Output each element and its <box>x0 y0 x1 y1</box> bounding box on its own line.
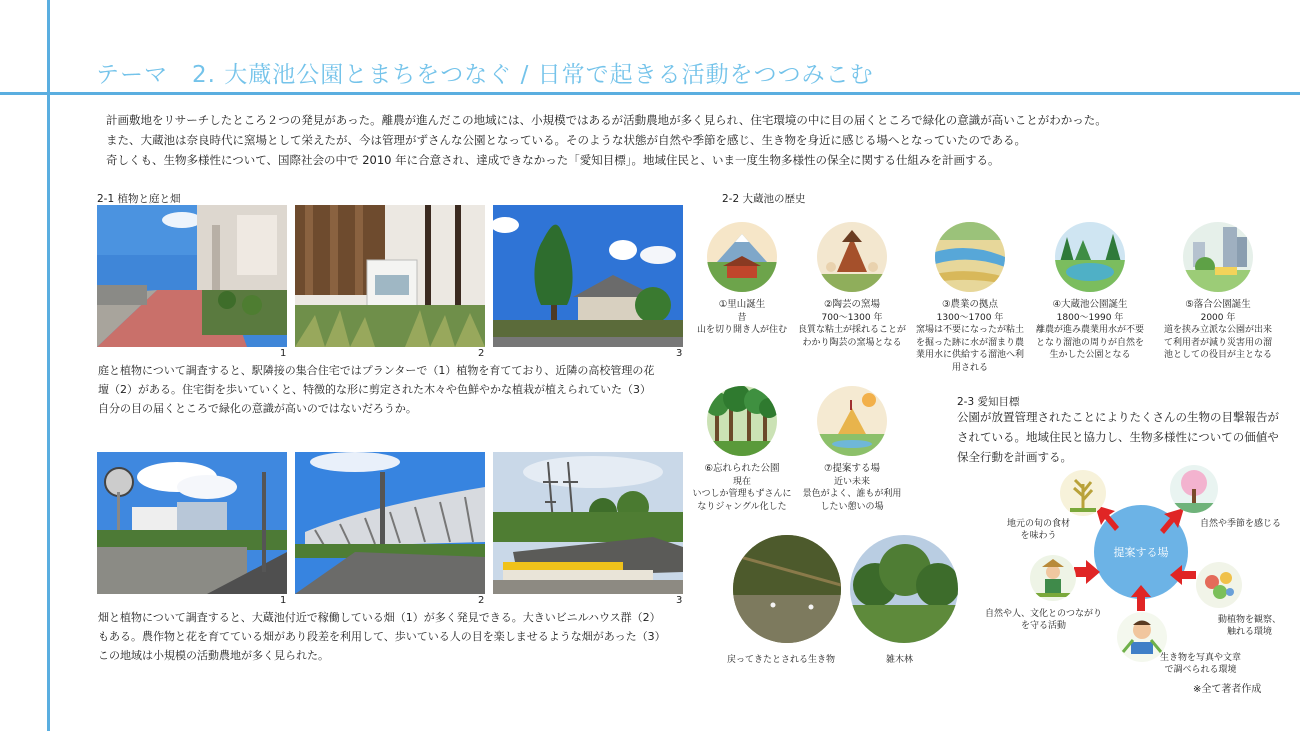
history-name: ⑤落合公園誕生 <box>1185 299 1251 310</box>
photo-caption-wildlife: 戻ってきたとされる生き物 <box>727 655 836 665</box>
intro-text <box>106 110 1107 170</box>
photo-number: 1 <box>280 348 287 359</box>
photo-terraced-field <box>493 452 683 594</box>
illustration-seasons <box>1170 465 1218 513</box>
header-rule <box>0 92 1300 95</box>
history-caption <box>792 299 912 349</box>
label-line: で調べられる環境 <box>1164 665 1237 675</box>
history-desc: となり溜池の周りが自然を <box>1035 337 1144 348</box>
credit-note: ※全て著者作成 <box>1193 684 1262 695</box>
history-name: ⑦提案する場 <box>823 463 881 474</box>
history-name: ④大蔵池公園誕生 <box>1052 299 1128 310</box>
history-era: 近い未来 <box>833 476 870 487</box>
photo-apartment-planters <box>97 205 287 347</box>
photo-coppice-woods <box>850 535 958 643</box>
photo-pruned-trees <box>493 205 683 347</box>
label-line: 触れる環境 <box>1227 627 1273 637</box>
history-desc: いつしか管理もずさんに <box>692 489 792 499</box>
history-desc: を掘った跡に水が溜まり農 <box>915 337 1024 348</box>
history-caption <box>792 463 912 513</box>
history-name: ①里山誕生 <box>718 299 766 310</box>
text-line: 畑と植物について調査すると、大蔵池付近で稼働している畑（1）が多く発見できる。大きいビニルハウス群（2） <box>98 611 661 624</box>
section-heading-history: 2-2 大蔵池の歴史 <box>722 193 806 205</box>
photo-flower-bed <box>295 205 485 347</box>
history-illustration-ochiai-park <box>1183 222 1253 292</box>
photo-returned-wildlife <box>733 535 841 643</box>
photo-active-field <box>97 452 287 594</box>
section-heading-aichi-targets: 2-3 愛知目標 <box>957 396 1020 408</box>
label-line: 自然や人、文化とのつながり <box>985 609 1103 619</box>
text-line: 壇（2）がある。住宅街を歩いていくと、特徴的な形に剪定された木々や色鮮やかな植栽が植えられていた（3） <box>98 383 651 396</box>
photo-number: 2 <box>478 595 485 606</box>
label-line: 地元の旬の食材 <box>1007 519 1071 529</box>
arrow-icon <box>1131 585 1151 611</box>
photo-number: 2 <box>478 348 485 359</box>
history-illustration-proposed-place <box>817 386 887 456</box>
history-desc: 離農が進み農業用水が不要 <box>1035 325 1144 335</box>
text-line: 保全行動を計画する。 <box>957 450 1072 464</box>
history-caption <box>682 299 802 337</box>
history-desc: て利用者が減り災害用の溜 <box>1163 337 1272 348</box>
hub-label-observe <box>1218 614 1281 638</box>
photo-vinyl-greenhouses <box>295 452 485 594</box>
label-line: 動植物を観察、 <box>1218 615 1282 625</box>
label-line: を守る活動 <box>1021 621 1067 631</box>
hub-label: 提案する場 <box>1113 546 1169 559</box>
label-line: 生き物を写真や文章 <box>1160 653 1242 663</box>
arrow-icon <box>1170 565 1196 585</box>
history-caption <box>1158 299 1278 362</box>
history-illustration-satoyama <box>707 222 777 292</box>
history-desc: 生かした公園となる <box>1049 350 1131 360</box>
photo-number: 3 <box>676 348 683 359</box>
intro-line: 計画敷地をリサーチしたところ２つの発見があった。離農が進んだこの地域には、小規模ではあるが活動農地が多く見られ、住宅環境の中に目の届くところで緑化の意識が高いことがわかった。 <box>106 113 1107 127</box>
history-caption <box>1030 299 1150 362</box>
history-illustration-farming <box>935 222 1005 292</box>
garden-survey-text <box>98 361 654 418</box>
text-line: この地域は小規模の活動農地が多く見られた。 <box>98 649 329 662</box>
history-desc: 用される <box>951 362 988 373</box>
history-desc: わかり陶芸の窯場となる <box>802 337 902 348</box>
hub-label-seasons <box>1200 518 1281 530</box>
photo-number: 3 <box>676 595 683 606</box>
text-line: 公園が放置管理されたことによりたくさんの生物の目撃報告が <box>957 410 1279 424</box>
hub-label-connections <box>985 608 1102 632</box>
history-era: 現在 <box>732 476 751 487</box>
text-line: 自分の目の届くところで緑化の意識が高いのではないだろうか。 <box>98 402 417 415</box>
history-era: 2000 年 <box>1200 312 1236 323</box>
history-era: 昔 <box>737 312 747 323</box>
intro-line: 奇しくも、生物多様性について、国際社会の中で 2010 年に合意され、達成できなかった「愛知目標」。地域住民と、いま一度生物多様性の保全に関する仕組みを計画する。 <box>106 153 1000 167</box>
arrow-icon <box>1074 560 1100 584</box>
text-line: もある。農作物と花を育てている畑があり段差を利用して、歩いている人の目を楽しませるような畑があった（3） <box>98 630 666 643</box>
history-illustration-park <box>1055 222 1125 292</box>
photo-caption-woods: 雑木林 <box>886 655 914 665</box>
section-heading-plants: 2-1 植物と庭と畑 <box>97 193 181 205</box>
left-accent-line <box>47 0 50 731</box>
history-era: 700〜1300 年 <box>821 312 883 323</box>
history-desc: なりジャングル化した <box>697 501 787 512</box>
history-desc: 池としての役目が主となる <box>1163 350 1272 360</box>
history-desc: 山を切り開き人が住む <box>696 325 787 335</box>
history-desc: 景色がよく、誰もが利用 <box>802 489 902 499</box>
label-line: を味わう <box>1020 531 1057 541</box>
history-desc: 道を挟み立派な公園が出来 <box>1163 325 1272 335</box>
aichi-text <box>957 407 1279 467</box>
history-desc: 窯場は不要になったが粘土 <box>915 325 1024 335</box>
history-name: ③農業の拠点 <box>941 299 999 310</box>
hub-label-local-food <box>1007 518 1070 542</box>
history-illustration-kiln <box>817 222 887 292</box>
history-desc: 良質な粘土が採れることが <box>797 325 906 335</box>
text-line: されている。地域住民と協力し、生物多様性についての価値や <box>957 430 1279 444</box>
history-era: 1300〜1700 年 <box>936 312 1004 323</box>
text-line: 庭と植物について調査すると、駅隣接の集合住宅ではプランターで（1）植物を育てており、近隣の高校管理の花 <box>98 364 655 377</box>
history-desc: 業用水に供給する溜池へ利 <box>915 350 1024 360</box>
illustration-farmer <box>1030 555 1076 601</box>
history-name: ⑥忘れられた公園 <box>704 463 780 474</box>
history-caption <box>682 463 802 513</box>
history-illustration-forgotten-park <box>707 386 777 456</box>
page-title: テーマ 2. 大蔵池公園とまちをつなぐ / 日常で起きる活動をつつみこむ <box>96 62 874 88</box>
history-caption <box>910 299 1030 374</box>
history-era: 1800〜1990 年 <box>1056 312 1124 323</box>
intro-line: また、大蔵池は奈良時代に窯場として栄えたが、今は管理がずさんな公園となっている。そのような状態が自然や季節を感じ、生き物を身近に感じる場へとなっていたのである。 <box>106 133 1026 147</box>
photo-number: 1 <box>280 595 287 606</box>
hub-label-research <box>1160 652 1241 676</box>
label-line: 自然や季節を感じる <box>1200 519 1282 529</box>
history-name: ②陶芸の窯場 <box>823 299 881 310</box>
history-desc: したい憩いの場 <box>820 501 884 512</box>
illustration-flora-fauna <box>1196 562 1242 608</box>
arrow-icon <box>1158 508 1184 534</box>
field-survey-text <box>98 608 666 665</box>
illustration-rice <box>1060 470 1106 516</box>
